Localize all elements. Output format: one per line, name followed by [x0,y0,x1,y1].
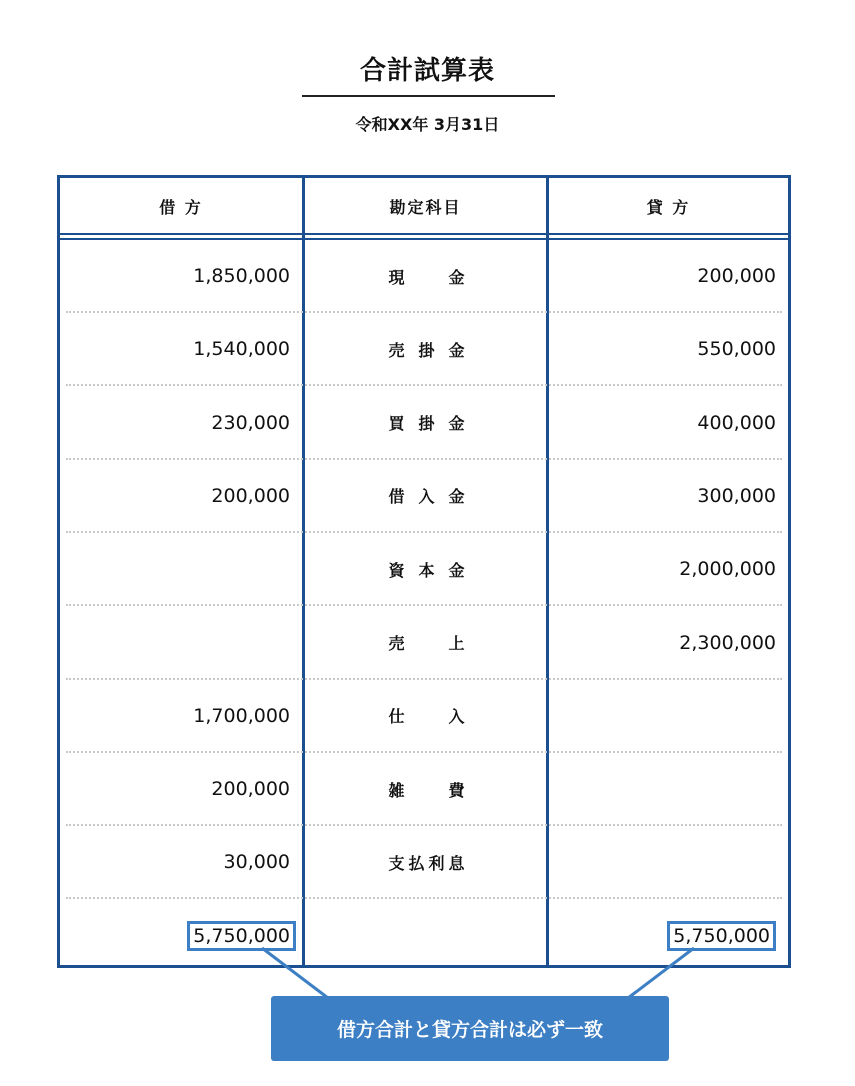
account-name: 借入金 [388,487,465,507]
account-name: 資本金 [388,560,465,580]
credit-amount: 2,300,000 [679,631,776,654]
header-debit: 借 方 [159,197,203,217]
connector-debit [262,948,328,998]
debit-amount: 200,000 [211,778,290,801]
credit-amount: 400,000 [697,411,776,434]
credit-total: 5,750,000 [667,921,776,951]
balance-callout [271,996,669,1061]
account-name: 支払利息 [388,853,465,873]
debit-total: 5,750,000 [187,921,296,951]
debit-amount: 1,540,000 [193,338,290,361]
debit-amount: 30,000 [223,851,290,874]
account-name: 買掛金 [388,414,465,434]
debit-amount: 200,000 [211,484,290,507]
debit-amount: 230,000 [211,411,290,434]
account-name: 売上 [388,634,465,653]
header-credit: 貸 方 [646,197,691,217]
debit-amount: 1,850,000 [193,265,290,287]
account-name: 仕入 [388,707,465,727]
document-date: 令和XX年 3月31日 [355,115,500,134]
account-name: 売掛金 [388,340,465,360]
header-account: 勘定科目 [389,197,462,217]
page-title: 合計試算表 [359,56,495,86]
account-name: 雑費 [388,780,465,800]
account-name: 現金 [388,267,465,287]
credit-amount: 550,000 [697,338,776,361]
callout-text: 借方合計と貸方合計は必ず一致 [336,1019,603,1041]
debit-amount: 1,700,000 [193,704,290,727]
connector-credit [628,948,694,998]
credit-amount: 200,000 [697,265,776,287]
credit-amount: 300,000 [697,484,776,507]
credit-amount: 2,000,000 [679,558,776,581]
